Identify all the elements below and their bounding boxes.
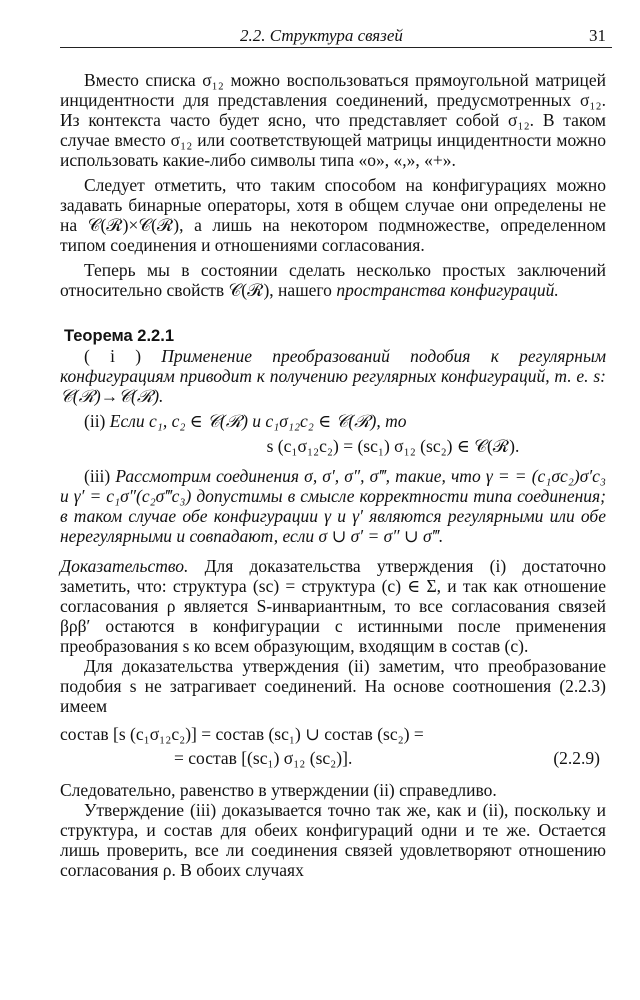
page-number: 31 [589, 26, 606, 45]
theorem-title: Теорема 2.2.1 [64, 327, 174, 345]
equation-line-1: состав [s (c₁σ₁₂c₂)] = состав (sc₁) ∪ состав (sc₂) = [60, 724, 424, 744]
page-header [60, 22, 612, 48]
configuration-space-term: пространства конфигураций. [336, 280, 559, 300]
equation-2-2-9 [60, 724, 606, 770]
theorem-item-iii [60, 466, 606, 546]
paragraph-conclusions-text: Теперь мы в состоянии сделать несколько простых заключений относительно свойств 𝒞(ℛ), нашего [60, 260, 606, 300]
theorem-item-ii-text: Если c₁, c₂ ∈ 𝒞(ℛ) и c₁σ₁₂c₂ ∈ 𝒞(ℛ), то [109, 411, 407, 431]
theorem-item-ii-formula: s (c₁σ₁₂c₂) = (sc₁) σ₁₂ (sc₂) ∈ 𝒞(ℛ). [266, 436, 520, 456]
paragraph-conclusions [60, 260, 606, 300]
proof-text: Для доказательства утверждения (i) достаточно заметить, что: структура (sc) = структура (c) ∈ Σ, и так как отношение согласования ρ является S-инвариантным, то все согласования связей βρβ′ остаются в конфигурации c истинными после применения преобразования s ко всем образующим, входящим в состав (c). [60, 556, 606, 656]
paragraph-conclusion: Следовательно, равенство в утверждении (ii) справедливо. [60, 780, 497, 800]
proof-paragraph [60, 556, 606, 656]
theorem-item-iii-text: Рассмотрим соединения σ, σ′, σ″, σ‴, такие, что γ = = (c₁σc₂)σ′c₃ и γ′ = c₁σ″(c₂σ‴c₃) допустимы в смысле корректности типа соединения; в таком случае обе конфигурации γ и γ′ являются регулярными или обе нерегулярными и совпадают, если σ ∪ σ′ = σ″ ∪ σ‴. [60, 466, 606, 546]
theorem-item-i-label: ( i ) [84, 346, 162, 366]
proof-label: Доказательство. [60, 556, 189, 576]
theorem-item-ii [60, 411, 606, 431]
running-title: 2.2. Структура связей [240, 26, 403, 45]
equation-number: (2.2.9) [553, 748, 600, 768]
theorem-item-i [60, 346, 606, 406]
theorem-item-iii-label: (iii) [84, 466, 116, 486]
theorem-item-ii-label: (ii) [84, 411, 110, 431]
paragraph-proof-ii: Для доказательства утверждения (ii) заметим, что преобразование подобия s не затрагивает соединений. На основе соотношения (2.2.3) имеем [60, 656, 606, 716]
page-body [60, 70, 606, 880]
header-rule [60, 47, 612, 48]
paragraph-incidence-matrix: Вместо списка σ₁₂ можно воспользоваться прямоугольной матрицей инцидентности для представления соединений, предусмотренных σ₁₂. Из контекста часто будет ясно, что представляет собой σ₁₂. В таком случае вместо σ₁₂ или соответствующей матрицы инцидентности можно использовать какие-либо символы типа «о», «,», «+». [60, 70, 606, 170]
paragraph-binary-operators: Следует отметить, что таким способом на конфигурациях можно задавать бинарные операторы, хотя в общем случае они определены не на 𝒞(ℛ)×𝒞(ℛ), а лишь на некотором подмножестве, определенном типом соединения и отношениями согласования. [60, 175, 606, 255]
paragraph-proof-iii: Утверждение (iii) доказывается точно так же, как и (ii), поскольку и структура, и состав для обеих конфигураций одни и те же. Остается лишь проверить, все ли соединения связей удовлетворяют отношению согласования ρ. В обоих случаях [60, 800, 606, 880]
equation-line-2: = состав [(sc₁) σ₁₂ (sc₂)]. [174, 748, 353, 768]
theorem-item-i-text: Применение преобразований подобия к регулярным конфигурациям приводит к получению регулярных конфигураций, т. е. s: 𝒞(ℛ)→𝒞(ℛ). [60, 346, 606, 406]
